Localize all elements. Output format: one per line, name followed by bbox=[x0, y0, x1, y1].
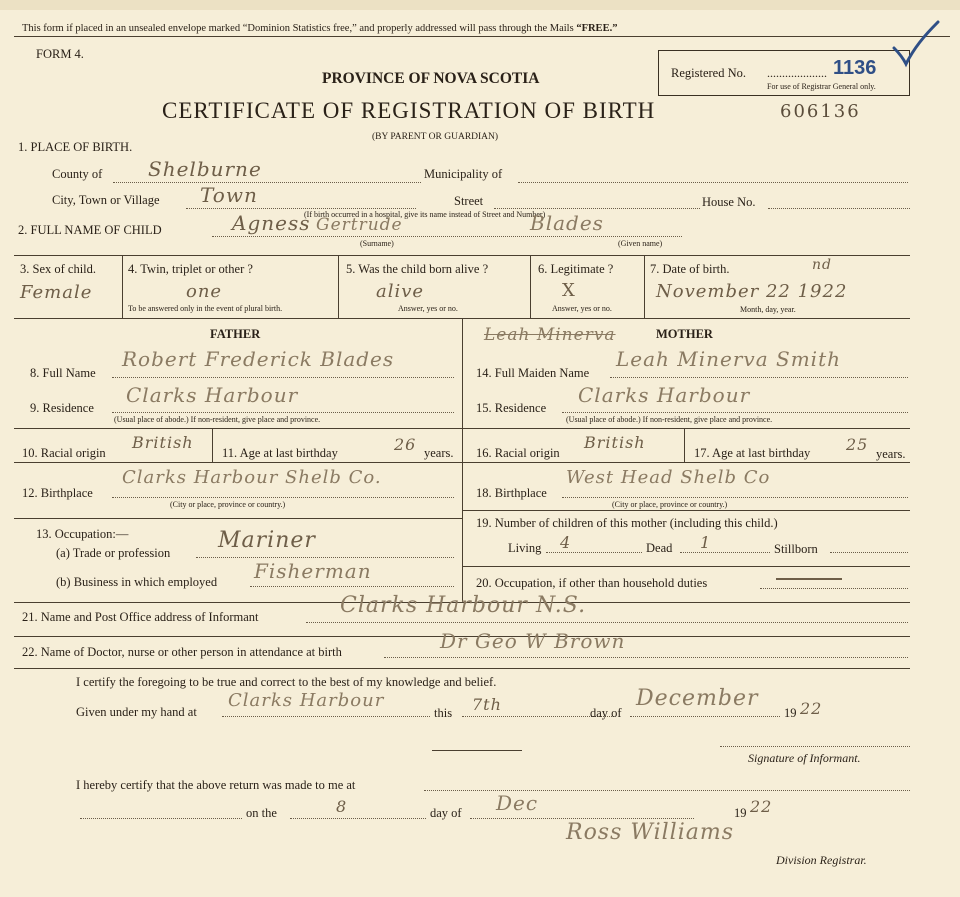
archive-number: 606136 bbox=[780, 101, 861, 122]
street-label: Street bbox=[454, 194, 484, 208]
father-birthplace-label: 12. Birthplace bbox=[22, 486, 93, 500]
sex-value: Female bbox=[20, 282, 93, 303]
municipality-label: Municipality of bbox=[424, 167, 503, 181]
child-name-label: 2. FULL NAME OF CHILD bbox=[18, 223, 162, 237]
dead-label: Dead bbox=[646, 541, 673, 555]
on-the-line bbox=[290, 818, 426, 819]
racial-row-rule bbox=[14, 428, 910, 429]
cert-year-value: 22 bbox=[800, 699, 823, 718]
living-value: 4 bbox=[560, 533, 572, 552]
born-alive-note: Answer, yes or no. bbox=[398, 304, 458, 313]
page-subtitle: (BY PARENT OR GUARDIAN) bbox=[372, 132, 499, 142]
informant-signature-rule-left bbox=[432, 750, 522, 751]
mother-occupation-line bbox=[760, 588, 908, 589]
mother-occupation-label: 20. Occupation, if other than household duties bbox=[476, 576, 708, 590]
father-racial-label: 10. Racial origin bbox=[22, 446, 106, 460]
mother-name-label: 14. Full Maiden Name bbox=[476, 366, 590, 380]
informant-signature-label: Signature of Informant. bbox=[748, 751, 861, 765]
father-age-value: 26 bbox=[394, 435, 417, 454]
on-the-value: 8 bbox=[336, 797, 348, 816]
dead-value: 1 bbox=[700, 533, 712, 552]
doctor-value: Dr Geo W Brown bbox=[440, 629, 626, 653]
father-residence-value: Clarks Harbour bbox=[126, 383, 299, 407]
registered-number-stamp: 1136 bbox=[833, 57, 877, 79]
municipality-line bbox=[518, 182, 908, 183]
mother-racial-value: British bbox=[584, 433, 646, 452]
county-label: County of bbox=[52, 167, 103, 181]
this-label: this bbox=[434, 706, 453, 720]
twin-label: 4. Twin, triplet or other ? bbox=[128, 262, 253, 276]
registered-label: Registered No. bbox=[671, 66, 746, 80]
racial-divider bbox=[212, 428, 213, 462]
mother-birthplace-note: (City or place, province or country.) bbox=[612, 500, 728, 509]
born-alive-value: alive bbox=[376, 281, 425, 302]
mother-residence-label: 15. Residence bbox=[476, 401, 547, 415]
place-of-birth-heading: 1. PLACE OF BIRTH. bbox=[18, 140, 133, 154]
cert-month-value: December bbox=[636, 686, 759, 711]
row3-divider bbox=[338, 255, 339, 318]
informant-value: Clarks Harbour N.S. bbox=[340, 593, 587, 618]
given-place-line bbox=[222, 716, 430, 717]
stillborn-label: Stillborn bbox=[774, 542, 818, 556]
legitimate-note: Answer, yes or no. bbox=[552, 304, 612, 313]
county-value: Shelburne bbox=[148, 157, 262, 181]
province-heading: PROVINCE OF NOVA SCOTIA bbox=[322, 70, 540, 87]
registrar-month-line bbox=[470, 818, 694, 819]
registrar-signature-label: Division Registrar. bbox=[776, 853, 867, 867]
racial-divider bbox=[684, 428, 685, 462]
mother-racial-label: 16. Racial origin bbox=[476, 446, 560, 460]
registrar-signature: Ross Williams bbox=[566, 820, 735, 845]
mother-name-value: Leah Minerva Smith bbox=[616, 347, 841, 371]
business-label: (b) Business in which employed bbox=[56, 575, 218, 589]
birthplace-row-rule bbox=[14, 462, 910, 463]
city-value: Town bbox=[200, 183, 258, 207]
city-label: City, Town or Village bbox=[52, 193, 160, 207]
father-residence-note: (Usual place of abode.) If non-resident, give place and province. bbox=[114, 415, 321, 424]
children-row-rule bbox=[462, 510, 910, 511]
father-birthplace-note: (City or place, province or country.) bbox=[170, 500, 286, 509]
children-count-label: 19. Number of children of this mother (including this child.) bbox=[476, 516, 778, 530]
mail-notice bbox=[22, 22, 617, 36]
mother-birthplace-value: West Head Shelb Co bbox=[566, 467, 771, 488]
informant-line bbox=[306, 622, 908, 623]
mother-birthplace-label: 18. Birthplace bbox=[476, 486, 547, 500]
date-of-birth-value: November 22 1922 bbox=[656, 281, 848, 302]
occupation-row-rule bbox=[14, 518, 462, 519]
mother-residence-line bbox=[562, 412, 908, 413]
cert-month-line bbox=[630, 716, 780, 717]
father-residence-line bbox=[112, 412, 454, 413]
child-name-line bbox=[212, 236, 682, 237]
father-age-label: 11. Age at last birthday bbox=[222, 446, 338, 460]
business-line bbox=[250, 586, 454, 587]
informant-label: 21. Name and Post Office address of Informant bbox=[22, 610, 259, 624]
mother-name-line bbox=[610, 377, 908, 378]
mother-heading: MOTHER bbox=[656, 327, 713, 341]
twin-value: one bbox=[186, 281, 223, 302]
parents-divider bbox=[462, 492, 463, 602]
legitimate-label: 6. Legitimate ? bbox=[538, 262, 614, 276]
check-mark-icon bbox=[892, 18, 942, 70]
dead-line bbox=[680, 552, 770, 553]
registered-dots: .................... bbox=[767, 66, 827, 80]
father-name-line bbox=[112, 377, 454, 378]
mother-birthplace-line bbox=[562, 497, 908, 498]
row3-divider bbox=[122, 255, 123, 318]
trade-line bbox=[196, 557, 454, 558]
registrar-day-of-label: day of bbox=[430, 806, 462, 820]
registrar-statement: I hereby certify that the above return was made to me at bbox=[76, 778, 356, 792]
paper-edge bbox=[0, 0, 960, 10]
father-birthplace-value: Clarks Harbour Shelb Co. bbox=[122, 467, 382, 488]
row3-divider bbox=[644, 255, 645, 318]
mother-occupation-dash bbox=[776, 578, 842, 580]
registrar-year-value: 22 bbox=[750, 797, 773, 816]
trade-label: (a) Trade or profession bbox=[56, 546, 171, 560]
mother-age-label: 17. Age at last birthday bbox=[694, 446, 811, 460]
on-the-label: on the bbox=[246, 806, 277, 820]
stillborn-line bbox=[830, 552, 908, 553]
father-racial-value: British bbox=[132, 433, 194, 452]
certification-statement: I certify the foregoing to be true and correct to the best of my knowledge and belief. bbox=[76, 675, 497, 689]
mother-age-unit: years. bbox=[876, 447, 906, 461]
mother-age-value: 25 bbox=[846, 435, 869, 454]
living-label: Living bbox=[508, 541, 542, 555]
registrar-month-value: Dec bbox=[496, 791, 539, 815]
registrar-lead-line bbox=[80, 818, 242, 819]
rule bbox=[14, 36, 950, 37]
child-middle-name: Gertrude bbox=[316, 215, 403, 235]
certification-rule bbox=[14, 668, 910, 669]
form-number: FORM 4. bbox=[36, 47, 84, 61]
county-line bbox=[113, 182, 421, 183]
father-age-unit: years. bbox=[424, 446, 454, 460]
row3-divider bbox=[530, 255, 531, 318]
registrar-year-prefix: 19 bbox=[734, 806, 747, 820]
mother-crossed-name: Leah Minerva bbox=[484, 325, 616, 345]
date-note: Month, day, year. bbox=[740, 305, 796, 314]
father-birthplace-line bbox=[112, 497, 454, 498]
registered-number-box bbox=[658, 50, 910, 96]
doctor-label: 22. Name of Doctor, nurse or other person in attendance at birth bbox=[22, 645, 342, 659]
occupation-heading: 13. Occupation:— bbox=[36, 527, 129, 541]
street-note: (If birth occurred in a hospital, give its name instead of Street and Number) bbox=[304, 210, 546, 219]
row3-top-rule bbox=[14, 255, 910, 256]
house-label: House No. bbox=[702, 195, 756, 209]
doctor-line bbox=[384, 657, 908, 658]
father-name-value: Robert Frederick Blades bbox=[122, 347, 395, 371]
given-name-note: (Given name) bbox=[618, 239, 663, 248]
legitimate-value: X bbox=[562, 280, 576, 301]
business-value: Fisherman bbox=[254, 559, 372, 583]
father-name-label: 8. Full Name bbox=[30, 366, 96, 380]
date-suffix: nd bbox=[812, 257, 832, 273]
cert-day-of-label: day of bbox=[590, 706, 622, 720]
sex-label: 3. Sex of child. bbox=[20, 262, 97, 276]
father-heading: FATHER bbox=[210, 327, 261, 341]
father-residence-label: 9. Residence bbox=[30, 401, 94, 415]
child-surname: Blades bbox=[530, 211, 604, 235]
city-line bbox=[186, 208, 416, 209]
surname-note: (Surname) bbox=[360, 239, 394, 248]
house-line bbox=[768, 208, 910, 209]
mail-notice-text: This form if placed in an unsealed envelope marked “Dominion Statistics free,” and properly addressed will pass through the Mails bbox=[22, 23, 577, 34]
given-under-label: Given under my hand at bbox=[76, 705, 197, 719]
child-given-name: Agness bbox=[232, 211, 311, 235]
informant-signature-line bbox=[720, 746, 910, 747]
trade-value: Mariner bbox=[218, 528, 316, 553]
cert-year-prefix: 19 bbox=[784, 706, 797, 720]
mail-notice-free: “FREE.” bbox=[576, 23, 618, 34]
registered-note: For use of Registrar General only. bbox=[767, 82, 876, 91]
mother-residence-value: Clarks Harbour bbox=[578, 383, 751, 407]
parents-divider bbox=[462, 318, 463, 492]
mother-residence-note: (Usual place of abode.) If non-resident, give place and province. bbox=[566, 415, 773, 424]
born-alive-label: 5. Was the child born alive ? bbox=[346, 262, 489, 276]
twin-note: To be answered only in the event of plural birth. bbox=[128, 304, 283, 313]
date-of-birth-label: 7. Date of birth. bbox=[650, 262, 730, 276]
page-title: CERTIFICATE OF REGISTRATION OF BIRTH bbox=[162, 98, 656, 123]
given-place-value: Clarks Harbour bbox=[228, 690, 385, 711]
this-value: 7th bbox=[472, 695, 502, 714]
street-line bbox=[494, 208, 700, 209]
occupation20-rule bbox=[462, 566, 910, 567]
